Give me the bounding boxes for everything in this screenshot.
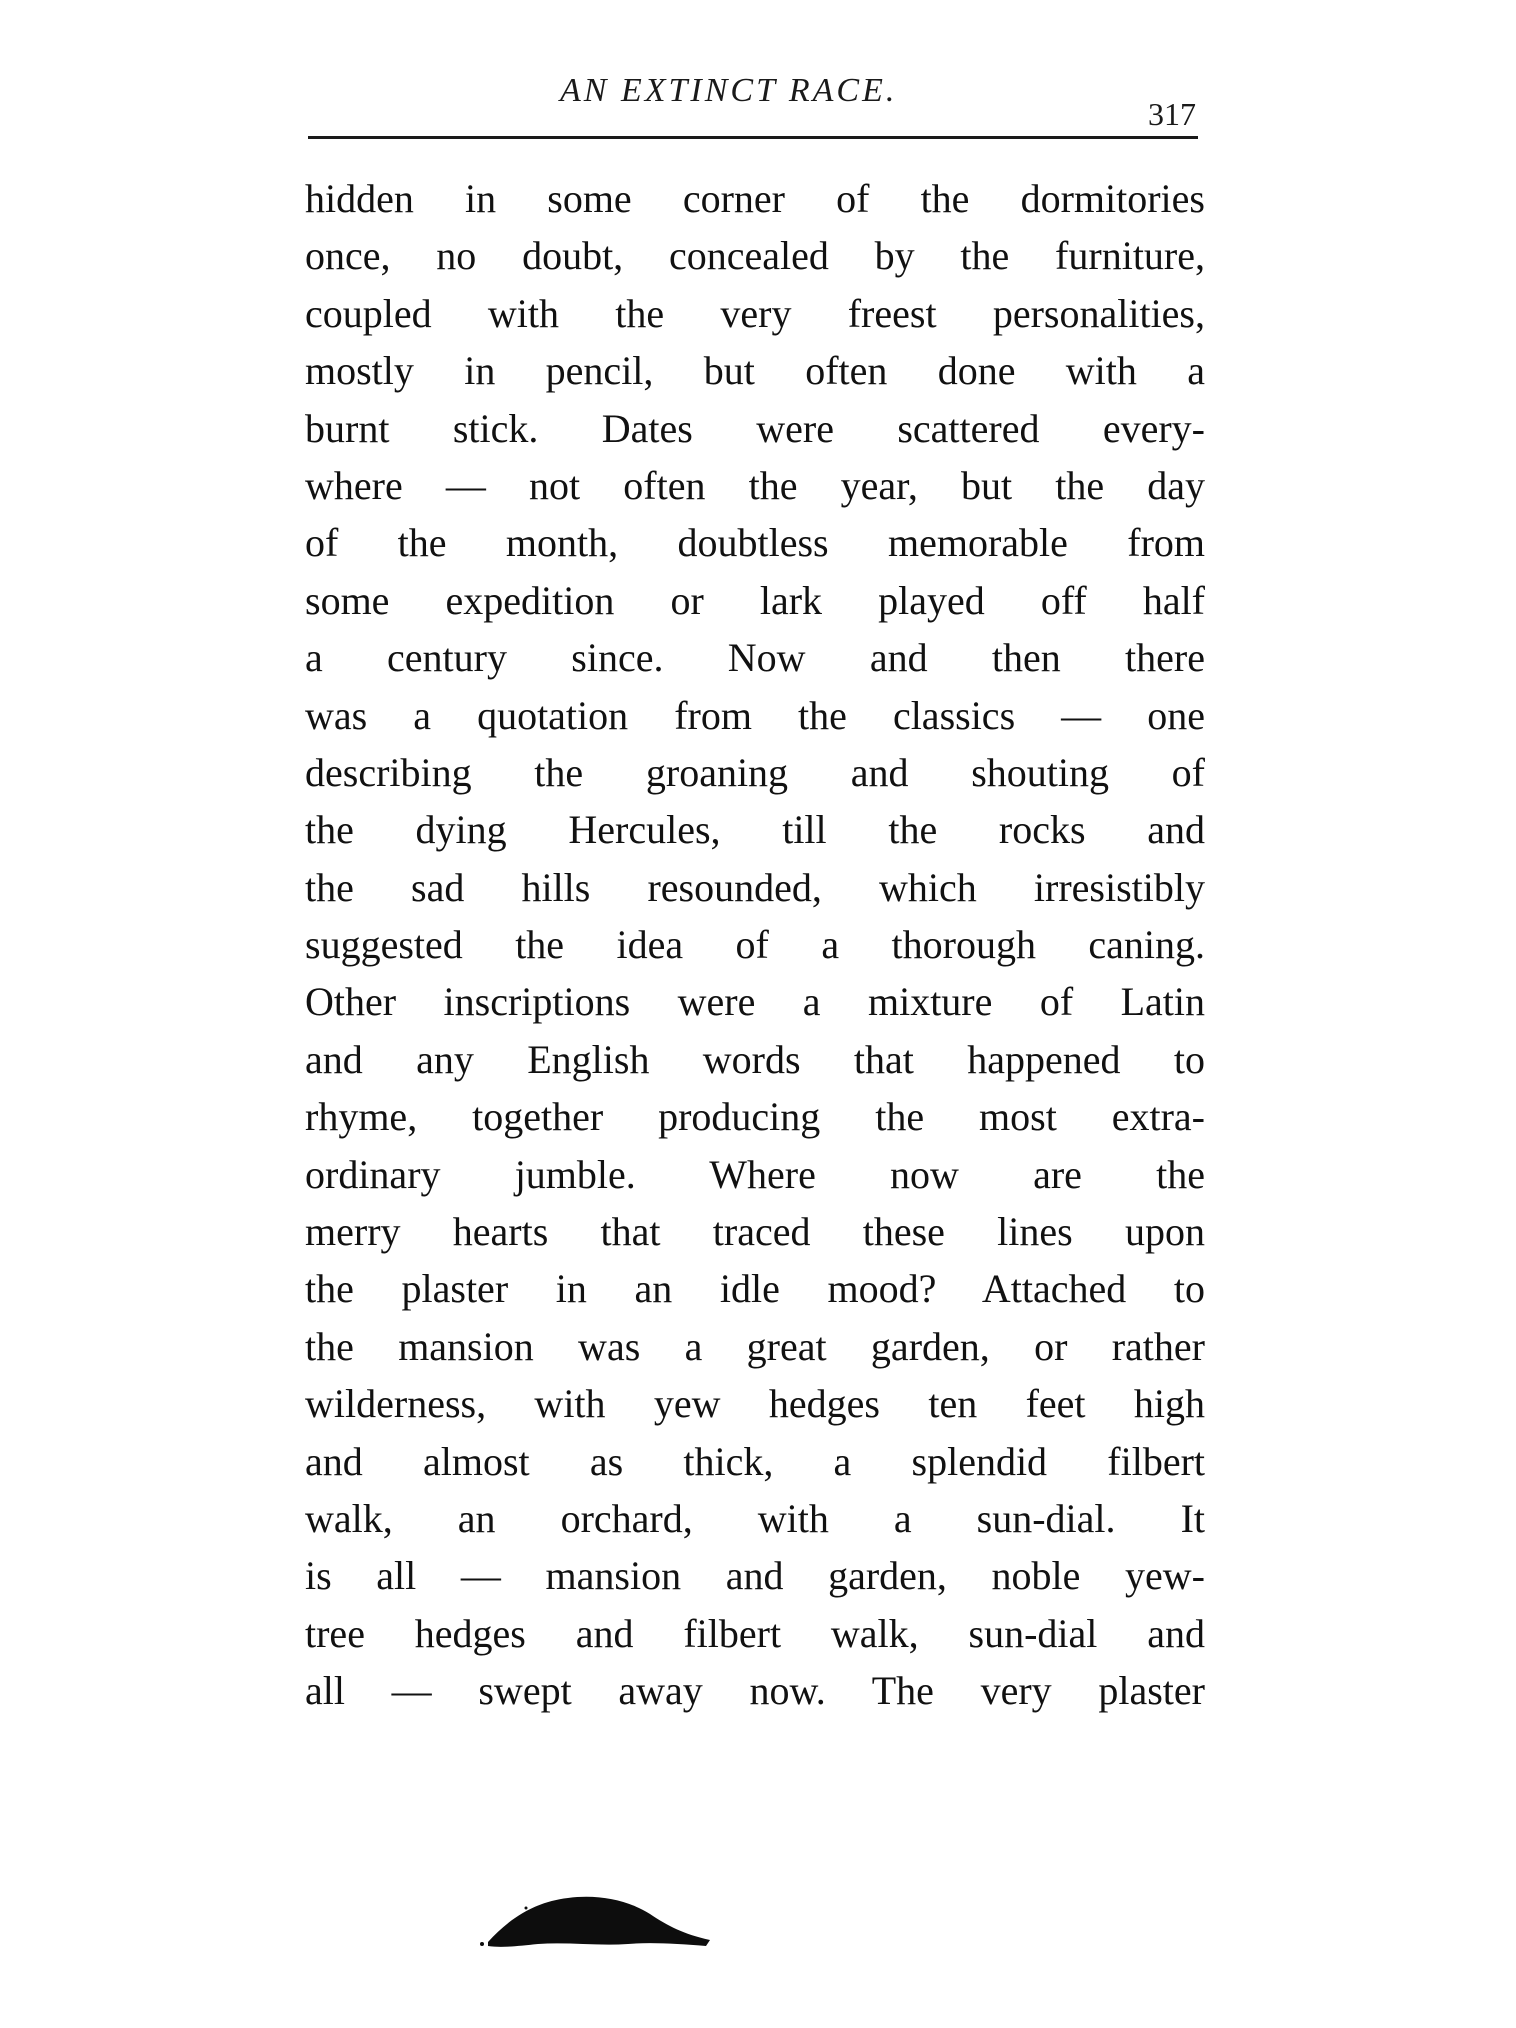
text-line: Other inscriptions were a mixture of Latin xyxy=(305,979,1205,1025)
text-line: burnt stick. Dates were scattered every- xyxy=(305,405,1205,451)
text-line: the plaster in an idle mood? Attached to xyxy=(305,1266,1205,1312)
text-line: was a quotation from the classics — one xyxy=(305,692,1205,738)
page-number: 317 xyxy=(1148,96,1196,132)
text-line: the mansion was a great garden, or rather xyxy=(305,1323,1205,1369)
text-line: walk, an orchard, with a sun-dial. It xyxy=(305,1495,1205,1541)
text-line: tree hedges and filbert walk, sun-dial and xyxy=(305,1610,1205,1656)
text-line: mostly in pencil, but often done with a xyxy=(305,348,1205,394)
text-line: ordinary jumble. Where now are the xyxy=(305,1151,1205,1197)
text-line: is all — mansion and garden, noble yew- xyxy=(305,1553,1205,1599)
text-line: the sad hills resounded, which irresistibly xyxy=(305,864,1205,910)
text-line: all — swept away now. The very plaster xyxy=(305,1668,1205,1714)
body-text xyxy=(305,170,1205,1720)
text-line: the dying Hercules, till the rocks and xyxy=(305,807,1205,853)
text-line: coupled with the very freest personalities, xyxy=(305,290,1205,336)
text-line: and almost as thick, a splendid filbert xyxy=(305,1438,1205,1484)
text-line: rhyme, together producing the most extra- xyxy=(305,1094,1205,1140)
text-line: wilderness, with yew hedges ten feet high xyxy=(305,1381,1205,1427)
text-line: once, no doubt, concealed by the furniture, xyxy=(305,233,1205,279)
text-line: and any English words that happened to xyxy=(305,1036,1205,1082)
ink-blot-mark xyxy=(478,1880,718,1950)
header-rule xyxy=(308,136,1198,139)
running-head-title: AN EXTINCT RACE. xyxy=(560,72,898,109)
text-line: a century since. Now and then there xyxy=(305,635,1205,681)
text-line: hidden in some corner of the dormitories xyxy=(305,176,1205,221)
text-line: some expedition or lark played off half xyxy=(305,577,1205,623)
text-line: merry hearts that traced these lines upon xyxy=(305,1209,1205,1255)
text-line: where — not often the year, but the day xyxy=(305,462,1205,508)
text-line: describing the groaning and shouting of xyxy=(305,749,1205,795)
text-line: of the month, doubtless memorable from xyxy=(305,520,1205,566)
text-line: suggested the idea of a thorough caning. xyxy=(305,922,1205,968)
